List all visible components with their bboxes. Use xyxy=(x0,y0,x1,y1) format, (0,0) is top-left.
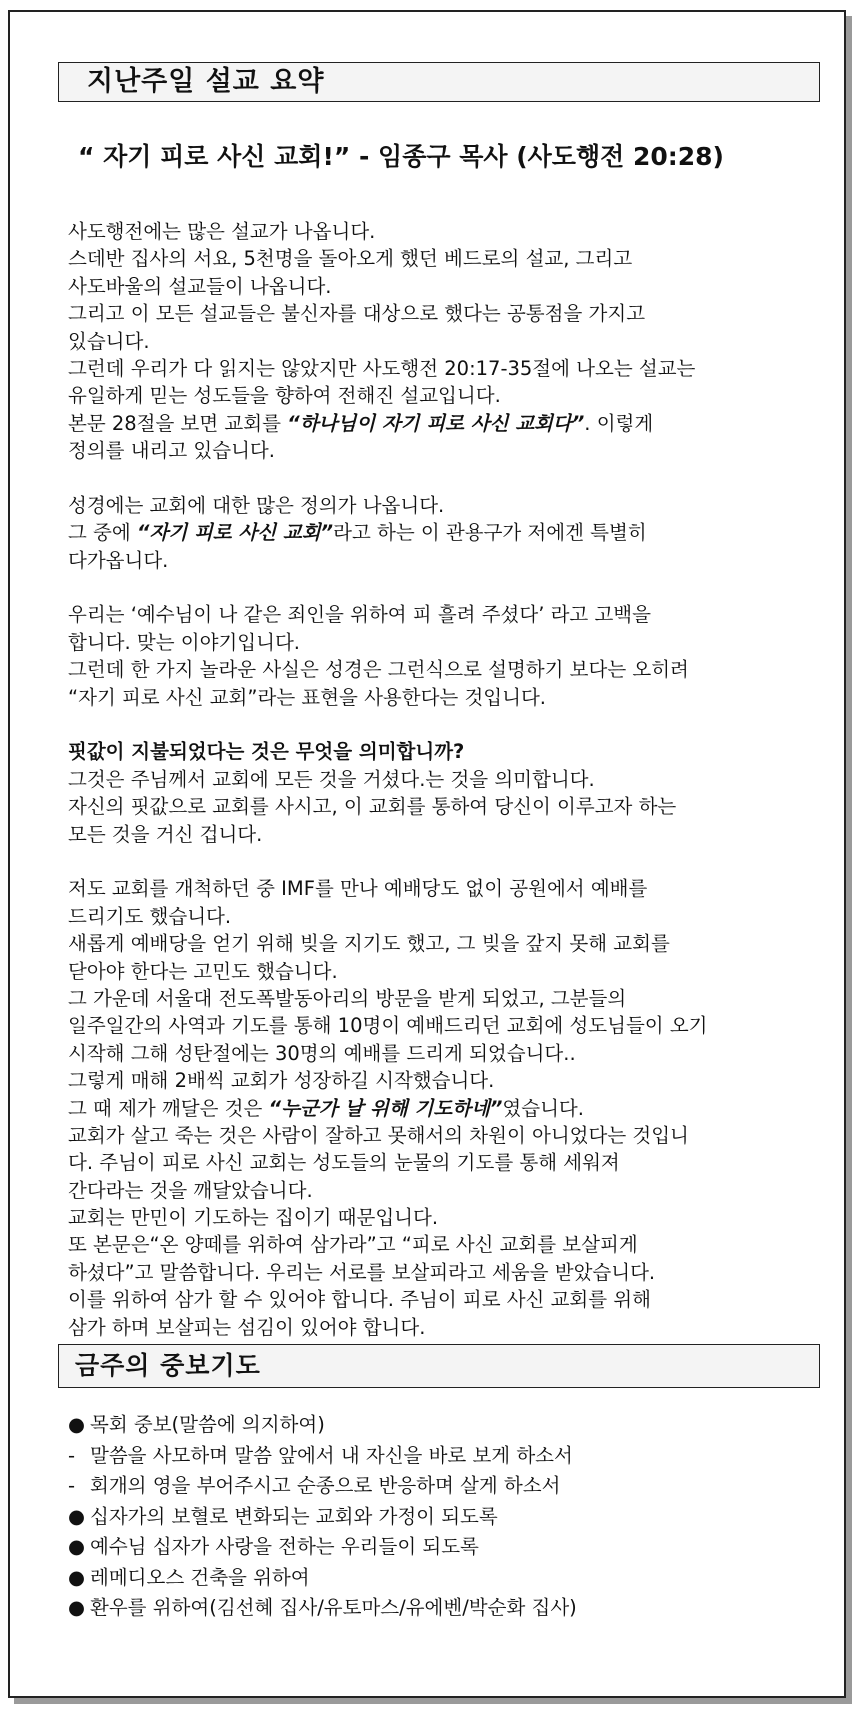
text-line: 교회는 만민이 기도하는 집이기 때문입니다. xyxy=(68,1206,439,1230)
paragraph-gap xyxy=(68,848,828,875)
list-item-text: 말씀을 사모하며 말씀 앞에서 내 자신을 바로 보게 하소서 xyxy=(90,1443,573,1467)
text-line: 저도 교회를 개척하던 중 IMF를 만나 예배당도 없이 공원에서 예배를 xyxy=(68,877,648,901)
text-line: 우리는 ‘예수님이 나 같은 죄인을 위하여 피 흘려 주셨다’ 라고 고백을 xyxy=(68,603,651,627)
text-line: 그 가운데 서울대 전도폭발동아리의 방문을 받게 되었고, 그분들의 xyxy=(68,986,627,1010)
text-line: 닫아야 한다는 고민도 했습니다. xyxy=(68,959,338,983)
text-line: “자기 피로 사신 교회”라는 표현을 사용한다는 것입니다. xyxy=(68,685,547,709)
emphasis-quote: “하나님이 자기 피로 사신 교회다” xyxy=(287,411,585,435)
text-run: 그 중에 xyxy=(68,521,137,545)
prayer-section-header: 금주의 중보기도 xyxy=(58,1344,820,1388)
text-line: 삼가 하며 보살피는 섬김이 있어야 합니다. xyxy=(68,1315,426,1339)
list-item-text: 레메디오스 건축을 위하여 xyxy=(90,1565,310,1589)
text-line: 정의를 내리고 있습니다. xyxy=(68,439,275,463)
bullet-icon: ● xyxy=(68,1596,86,1619)
text-line: 성경에는 교회에 대한 많은 정의가 나옵니다. xyxy=(68,493,445,517)
bullet-icon: ● xyxy=(68,1504,86,1528)
bullet-icon: ● xyxy=(68,1565,86,1589)
text-run: . 이렇게 xyxy=(584,411,654,435)
sermon-section-header: 지난주일 설교 요약 xyxy=(58,62,820,102)
sermon-body xyxy=(68,218,828,1341)
list-item-text: 예수님 십자가 사랑을 전하는 우리들이 되도록 xyxy=(90,1535,479,1558)
bullet-icon: ● xyxy=(68,1535,86,1558)
text-line xyxy=(68,519,828,546)
text-line: 다. 주님이 피로 사신 교회는 성도들의 눈물의 기도를 통해 세워져 xyxy=(68,1151,620,1175)
list-item-text: 회개의 영을 부어주시고 순종으로 반응하며 살게 하소서 xyxy=(90,1474,561,1497)
text-line: 그것은 주님께서 교회에 모든 것을 거셨다.는 것을 의미합니다. xyxy=(68,767,595,791)
list-item-text: 목회 중보(말씀에 의지하여) xyxy=(90,1413,325,1436)
list-item xyxy=(68,1563,828,1594)
text-line: 교회가 살고 죽는 것은 사람이 잘하고 못해서의 차원이 아니었다는 것입니 xyxy=(68,1123,689,1147)
text-line xyxy=(68,410,828,437)
text-line: 있습니다. xyxy=(68,329,150,353)
text-line: 사도바울의 설교들이 나옵니다. xyxy=(68,274,332,298)
list-item-text: 십자가의 보혈로 변화되는 교회와 가정이 되도록 xyxy=(90,1504,498,1528)
list-item xyxy=(68,1532,828,1563)
text-line: 새롭게 예배당을 얻기 위해 빚을 지기도 했고, 그 빚을 갚지 못해 교회를 xyxy=(68,932,670,956)
text-line xyxy=(68,1095,828,1122)
text-line: 모든 것을 거신 겁니다. xyxy=(68,822,263,846)
list-item xyxy=(68,1410,828,1441)
text-line: 자신의 핏값으로 교회를 사시고, 이 교회를 통하여 당신이 이루고자 하는 xyxy=(68,795,677,819)
text-line: 드리기도 했습니다. xyxy=(68,904,232,928)
list-item xyxy=(68,1471,828,1502)
text-line: 그렇게 매해 2배씩 교회가 성장하길 시작했습니다. xyxy=(68,1069,495,1093)
dash-icon: - xyxy=(68,1474,76,1497)
prayer-list xyxy=(68,1410,828,1624)
text-line: 유일하게 믿는 성도들을 향하여 전해진 설교입니다. xyxy=(68,384,501,408)
bulletin-page xyxy=(8,10,846,1698)
text-line: 그런데 우리가 다 읽지는 않았지만 사도행전 20:17-35절에 나오는 설교는 xyxy=(68,356,696,380)
text-run: 였습니다. xyxy=(502,1096,584,1120)
text-line: 사도행전에는 많은 설교가 나옵니다. xyxy=(68,220,376,243)
emphasis-quote: “자기 피로 사신 교회” xyxy=(136,521,334,545)
text-line: 스데반 집사의 서요, 5천명을 돌아오게 했던 베드로의 설교, 그리고 xyxy=(68,247,633,271)
text-line: 하셨다”고 말씀합니다. 우리는 서로를 보살피라고 세움을 받았습니다. xyxy=(68,1260,656,1284)
list-item-text: 환우를 위하여(김선혜 집사/유토마스/유에벤/박순화 집사) xyxy=(90,1596,577,1619)
emphasis-quote: “누군가 날 위해 기도하네” xyxy=(268,1096,503,1120)
text-line: 또 본문은“온 양떼를 위하여 삼가라”고 “피로 사신 교회를 보살피게 xyxy=(68,1233,638,1257)
text-line: 시작해 그해 성탄절에는 30명의 예배를 드리게 되었습니다.. xyxy=(68,1041,576,1065)
list-item xyxy=(68,1502,828,1533)
sermon-title: “ 자기 피로 사신 교회!” - 임종구 목사 (사도행전 20:28) xyxy=(78,142,724,171)
paragraph-gap xyxy=(68,574,828,601)
dash-icon: - xyxy=(68,1443,76,1467)
list-item xyxy=(68,1441,828,1472)
text-line: 합니다. 맞는 이야기입니다. xyxy=(68,630,301,654)
text-line: 그런데 한 가지 놀라운 사실은 성경은 그런식으로 설명하기 보다는 오히려 xyxy=(68,658,689,682)
text-line: 다가옵니다. xyxy=(68,548,169,572)
text-run: 그 때 제가 깨달은 것은 xyxy=(68,1096,269,1120)
text-line: 간다라는 것을 깨달았습니다. xyxy=(68,1178,313,1202)
question-heading: 핏값이 지불되었다는 것은 무엇을 의미합니까? xyxy=(68,740,465,764)
text-run: 본문 28절을 보면 교회를 xyxy=(68,411,288,435)
text-line: 일주일간의 사역과 기도를 통해 10명이 예배드리던 교회에 성도님들이 오기 xyxy=(68,1014,708,1038)
list-item xyxy=(68,1593,828,1624)
paragraph-gap xyxy=(68,711,828,738)
bullet-icon: ● xyxy=(68,1413,86,1436)
text-run: 라고 하는 이 관용구가 저에겐 특별히 xyxy=(333,521,647,545)
text-line: 이를 위하여 삼가 할 수 있어야 합니다. 주님이 피로 사신 교회를 위해 xyxy=(68,1288,651,1312)
text-line: 그리고 이 모든 설교들은 불신자를 대상으로 했다는 공통점을 가지고 xyxy=(68,302,646,326)
paragraph-gap xyxy=(68,465,828,492)
